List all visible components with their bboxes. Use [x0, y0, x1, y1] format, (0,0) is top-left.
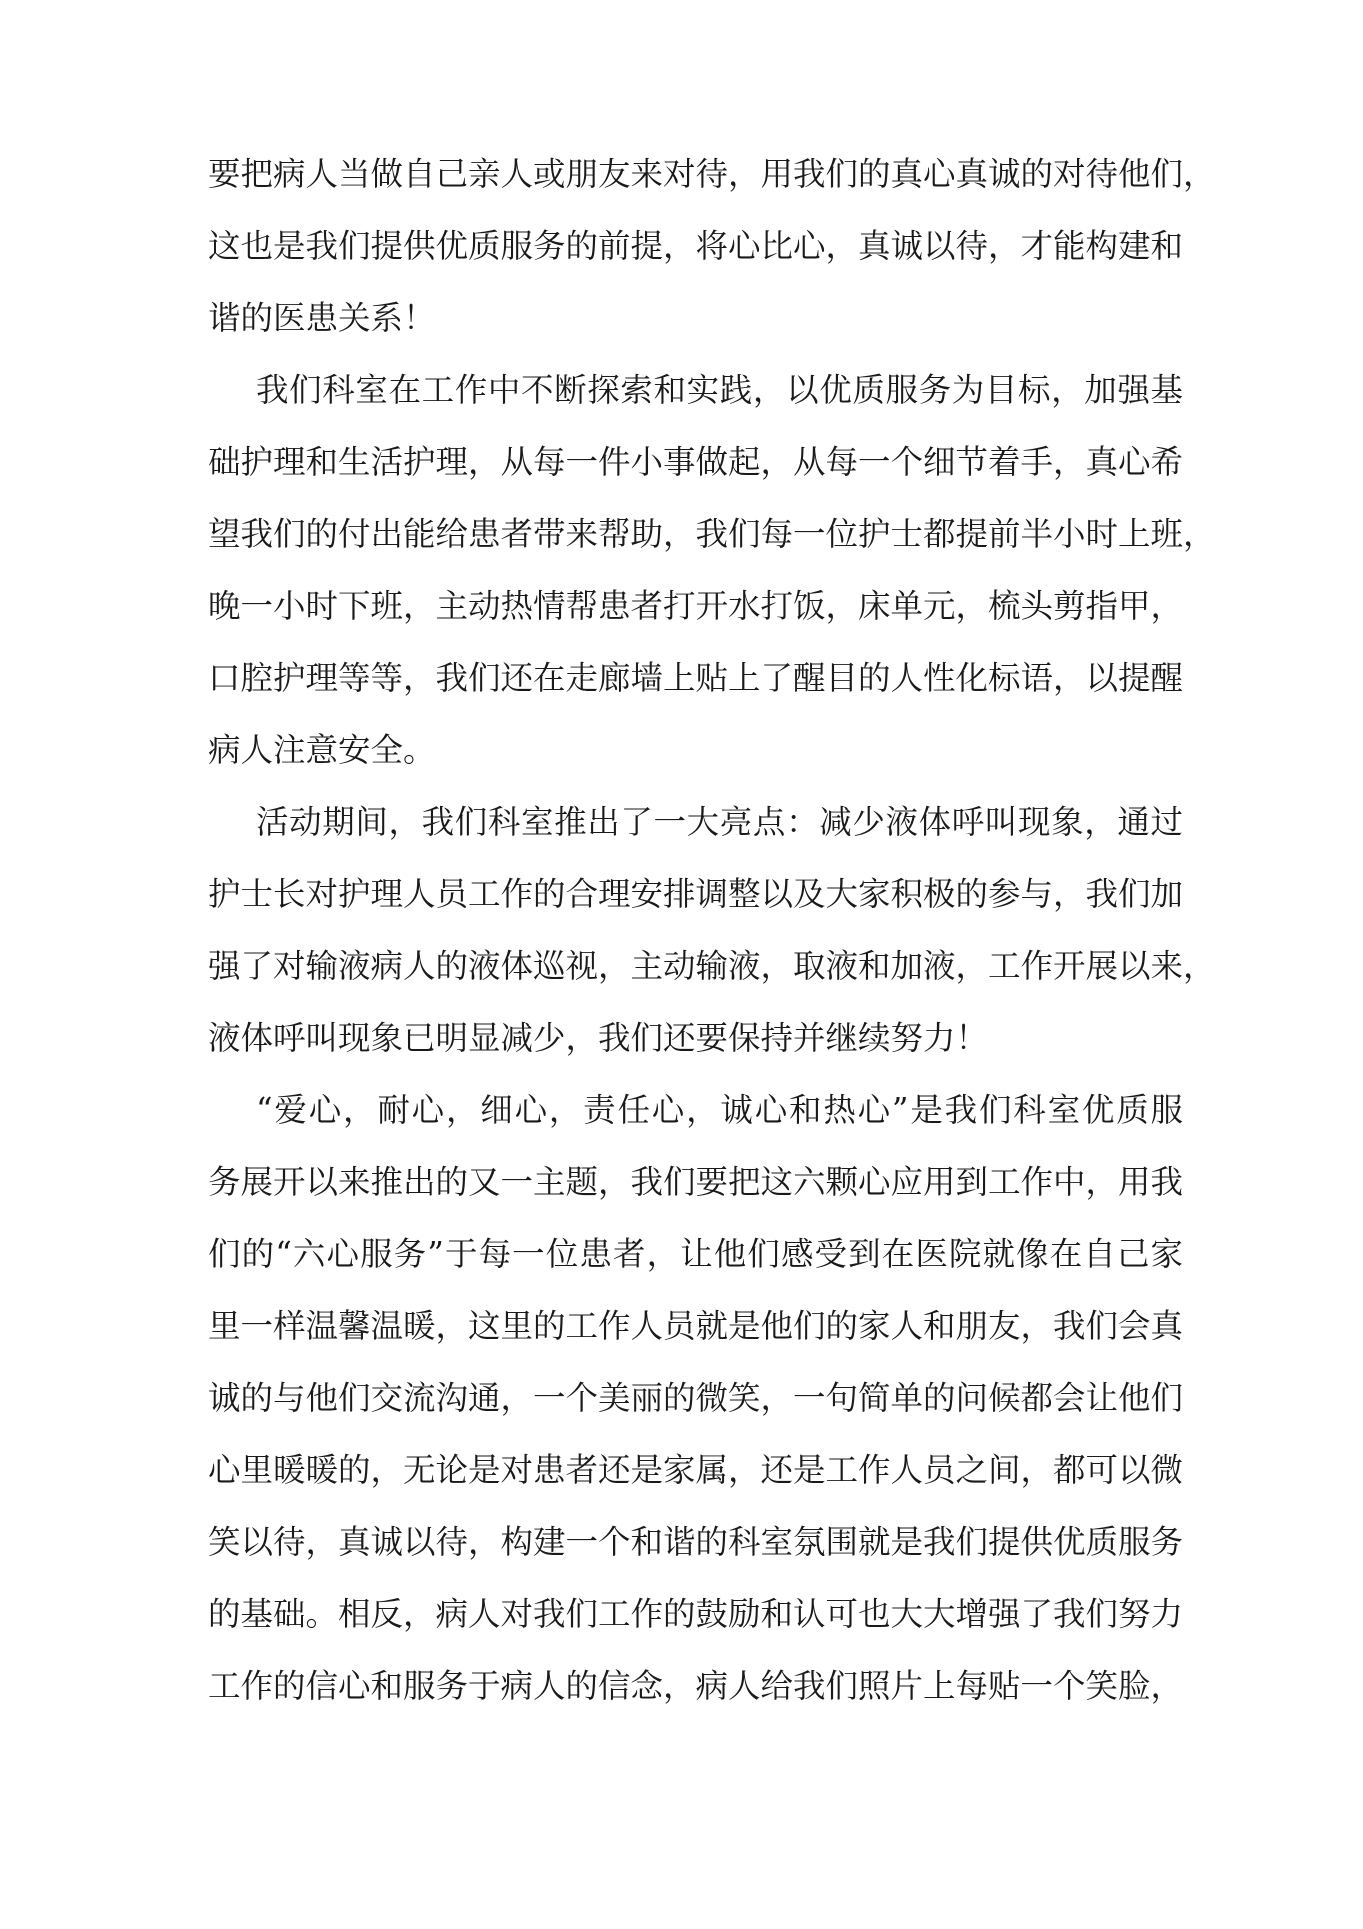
text-line: 谐的医患关系！: [208, 299, 436, 337]
text-line: 诚的与他们交流沟通，一个美丽的微笑，一句简单的问候都会让他们: [208, 1379, 1184, 1417]
text-line: 笑以待，真诚以待，构建一个和谐的科室氛围就是我们提供优质服务: [208, 1523, 1184, 1561]
paragraph-4: [208, 1074, 1183, 1722]
text-line: 工作的信心和服务于病人的信念，病人给我们照片上每贴一个笑脸，: [208, 1667, 1184, 1705]
text-line: “爱心，耐心，细心，责任心，诚心和热心”是我们科室优质服: [256, 1091, 1183, 1129]
text-line: 望我们的付出能给患者带来帮助，我们每一位护士都提前半小时上班，: [208, 515, 1216, 553]
paragraph-1: [208, 138, 1216, 354]
text-line: 活动期间，我们科室推出了一大亮点：减少液体呼叫现象，通过: [256, 803, 1183, 841]
text-line: 务展开以来推出的又一主题，我们要把这六颗心应用到工作中，用我: [208, 1163, 1184, 1201]
document-body: [208, 138, 1216, 1722]
text-line: 晚一小时下班，主动热情帮患者打开水打饭，床单元，梳头剪指甲，: [208, 587, 1184, 625]
text-line: 强了对输液病人的液体巡视，主动输液，取液和加液，工作开展以来，: [208, 947, 1216, 985]
text-line: 我们科室在工作中不断探索和实践，以优质服务为目标，加强基: [256, 371, 1183, 409]
text-line: 液体呼叫现象已明显减少，我们还要保持并继续努力！: [208, 1019, 989, 1057]
text-line: 护士长对护理人员工作的合理安排调整以及大家积极的参与，我们加: [208, 875, 1184, 913]
text-line: 要把病人当做自己亲人或朋友来对待，用我们的真心真诚的对待他们，: [208, 155, 1216, 193]
text-line: 心里暖暖的，无论是对患者还是家属，还是工作人员之间，都可以微: [208, 1451, 1184, 1489]
paragraph-2: [208, 354, 1216, 786]
text-line: 口腔护理等等，我们还在走廊墙上贴上了醒目的人性化标语，以提醒: [208, 659, 1184, 697]
text-line: 里一样温馨温暖，这里的工作人员就是他们的家人和朋友，我们会真: [208, 1307, 1184, 1345]
text-line: 础护理和生活护理，从每一件小事做起，从每一个细节着手，真心希: [208, 443, 1184, 481]
text-line: 这也是我们提供优质服务的前提，将心比心，真诚以待，才能构建和: [208, 227, 1184, 265]
paragraph-3: [208, 786, 1216, 1074]
text-line: 们的“六心服务”于每一位患者，让他们感受到在医院就像在自己家: [208, 1235, 1183, 1273]
text-line: 的基础。相反，病人对我们工作的鼓励和认可也大大增强了我们努力: [208, 1595, 1184, 1633]
text-line: 病人注意安全。: [208, 731, 436, 769]
